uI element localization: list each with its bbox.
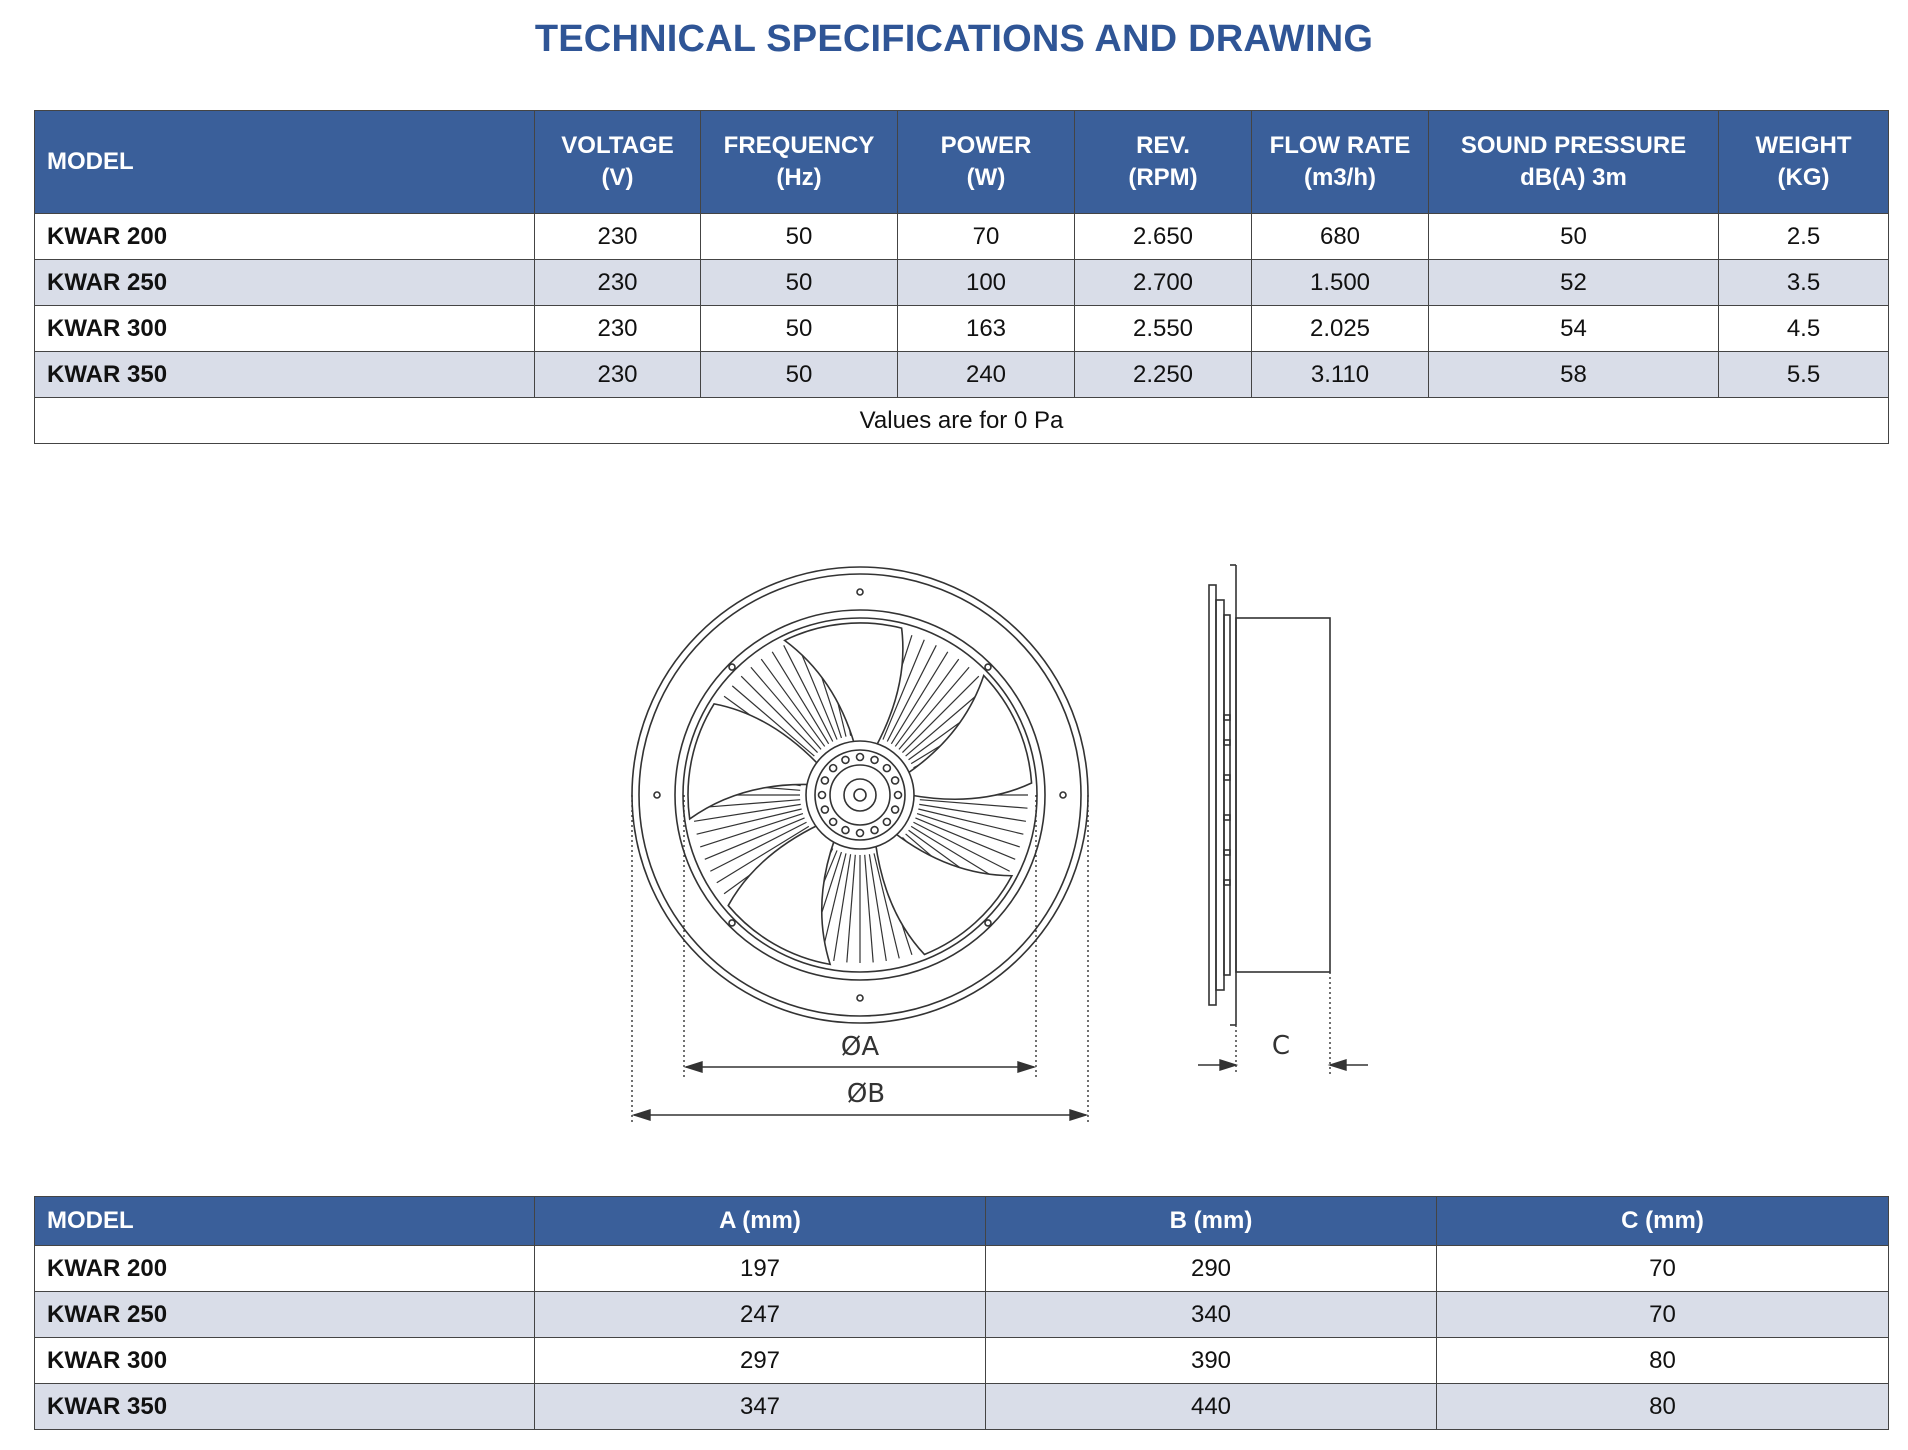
fan-blade xyxy=(906,676,1032,800)
b-cell: 340 xyxy=(986,1292,1437,1338)
voltage-cell: 230 xyxy=(535,352,701,398)
table-row xyxy=(35,352,1889,398)
mounting-hole xyxy=(985,920,991,926)
power-cell: 100 xyxy=(898,260,1075,306)
rev-cell: 2.550 xyxy=(1075,306,1252,352)
frequency-cell: 50 xyxy=(701,352,898,398)
side-bolt xyxy=(1224,850,1230,855)
weight-cell: 5.5 xyxy=(1719,352,1889,398)
hub-bolt xyxy=(830,818,837,825)
fan-side-view xyxy=(1209,565,1330,1025)
dimension-c-label: C xyxy=(1271,1031,1291,1061)
power-cell: 163 xyxy=(898,306,1075,352)
frequency-cell: 50 xyxy=(701,306,898,352)
power-cell: 70 xyxy=(898,214,1075,260)
b-cell: 440 xyxy=(986,1384,1437,1430)
table-row xyxy=(35,1384,1889,1430)
values-note: Values are for 0 Pa xyxy=(35,398,1889,444)
voltage-cell: 230 xyxy=(535,214,701,260)
hub-bolt xyxy=(857,754,864,761)
model-cell: KWAR 300 xyxy=(35,306,535,352)
dim-header-row xyxy=(35,1197,1889,1246)
b-cell: 290 xyxy=(986,1246,1437,1292)
table-row xyxy=(35,1246,1889,1292)
flow-rate-cell: 1.500 xyxy=(1252,260,1429,306)
c-cell: 70 xyxy=(1437,1292,1889,1338)
model-cell: KWAR 200 xyxy=(35,1246,535,1292)
fan-blade xyxy=(728,824,835,964)
a-cell: 197 xyxy=(535,1246,986,1292)
fan-technical-drawing xyxy=(0,540,1908,1140)
note-row xyxy=(35,398,1889,444)
fan-front-view xyxy=(632,567,1088,1023)
voltage-cell: 230 xyxy=(535,260,701,306)
side-bolt xyxy=(1224,880,1230,885)
a-cell: 247 xyxy=(535,1292,986,1338)
table-row xyxy=(35,306,1889,352)
hub-bolt xyxy=(819,792,826,799)
hub-bolt xyxy=(842,827,849,834)
rev-cell: 2.700 xyxy=(1075,260,1252,306)
mounting-hole xyxy=(654,792,660,798)
mounting-hole xyxy=(857,589,863,595)
table-row xyxy=(35,1292,1889,1338)
fan-blade xyxy=(875,832,1011,954)
c-cell: 80 xyxy=(1437,1384,1889,1430)
mounting-hole xyxy=(729,664,735,670)
table-row xyxy=(35,214,1889,260)
hub-bolt xyxy=(830,765,837,772)
spec-header-rev: REV. (RPM) xyxy=(1075,111,1252,214)
flow-rate-cell: 3.110 xyxy=(1252,352,1429,398)
rev-cell: 2.650 xyxy=(1075,214,1252,260)
table-row xyxy=(35,1338,1889,1384)
spec-header-flow-rate: FLOW RATE (m3/h) xyxy=(1252,111,1429,214)
model-cell: KWAR 350 xyxy=(35,352,535,398)
spec-header-power: POWER (W) xyxy=(898,111,1075,214)
dim-header-c: C (mm) xyxy=(1437,1197,1889,1246)
hub-bolt xyxy=(883,765,890,772)
b-cell: 390 xyxy=(986,1338,1437,1384)
frequency-cell: 50 xyxy=(701,214,898,260)
hub-bolt xyxy=(892,777,899,784)
hub-bolt xyxy=(871,756,878,763)
table-row xyxy=(35,260,1889,306)
power-cell: 240 xyxy=(898,352,1075,398)
dimension-a-label: ØA xyxy=(840,1032,880,1062)
specifications-table xyxy=(34,110,1889,444)
hub-bolt xyxy=(821,777,828,784)
spec-header-sound-pressure: SOUND PRESSURE dB(A) 3m xyxy=(1429,111,1719,214)
c-cell: 70 xyxy=(1437,1246,1889,1292)
side-bolts xyxy=(1224,715,1230,885)
frequency-cell: 50 xyxy=(701,260,898,306)
guard-bar xyxy=(895,659,958,746)
weight-cell: 2.5 xyxy=(1719,214,1889,260)
model-cell: KWAR 300 xyxy=(35,1338,535,1384)
mounting-hole xyxy=(729,920,735,926)
dim-header-model: MODEL xyxy=(35,1197,535,1246)
fan-hub xyxy=(806,741,914,849)
dim-header-a: A (mm) xyxy=(535,1197,986,1246)
side-bolt xyxy=(1224,775,1230,780)
spec-header-voltage: VOLTAGE (V) xyxy=(535,111,701,214)
hub-bolt xyxy=(892,806,899,813)
flow-rate-cell: 680 xyxy=(1252,214,1429,260)
rev-cell: 2.250 xyxy=(1075,352,1252,398)
mounting-hole xyxy=(857,995,863,1001)
sound-pressure-cell: 58 xyxy=(1429,352,1719,398)
a-cell: 297 xyxy=(535,1338,986,1384)
spec-header-weight: WEIGHT (KG) xyxy=(1719,111,1889,214)
fan-blade xyxy=(688,704,820,819)
model-cell: KWAR 200 xyxy=(35,214,535,260)
flow-rate-cell: 2.025 xyxy=(1252,306,1429,352)
hub-bolt xyxy=(842,756,849,763)
c-cell: 80 xyxy=(1437,1338,1889,1384)
weight-cell: 3.5 xyxy=(1719,260,1889,306)
mounting-hole xyxy=(985,664,991,670)
sound-pressure-cell: 54 xyxy=(1429,306,1719,352)
hub-bolt xyxy=(871,827,878,834)
weight-cell: 4.5 xyxy=(1719,306,1889,352)
voltage-cell: 230 xyxy=(535,306,701,352)
side-bolt xyxy=(1224,815,1230,820)
dimensions-table xyxy=(34,1196,1889,1430)
hub-bolt xyxy=(883,818,890,825)
hub-bolt xyxy=(821,806,828,813)
model-cell: KWAR 250 xyxy=(35,260,535,306)
mounting-hole xyxy=(1060,792,1066,798)
spec-header-model: MODEL xyxy=(35,111,535,214)
sound-pressure-cell: 52 xyxy=(1429,260,1719,306)
side-bolt xyxy=(1224,715,1230,720)
model-cell: KWAR 350 xyxy=(35,1384,535,1430)
hub-bolt xyxy=(857,830,864,837)
spec-header-frequency: FREQUENCY (Hz) xyxy=(701,111,898,214)
side-bolt xyxy=(1224,740,1230,745)
model-cell: KWAR 250 xyxy=(35,1292,535,1338)
dim-header-b: B (mm) xyxy=(986,1197,1437,1246)
spec-header-row xyxy=(35,111,1889,214)
hub-bolt xyxy=(895,792,902,799)
dimension-b-label: ØB xyxy=(846,1079,886,1109)
page-title: TECHNICAL SPECIFICATIONS AND DRAWING xyxy=(534,18,1374,60)
a-cell: 347 xyxy=(535,1384,986,1430)
sound-pressure-cell: 50 xyxy=(1429,214,1719,260)
